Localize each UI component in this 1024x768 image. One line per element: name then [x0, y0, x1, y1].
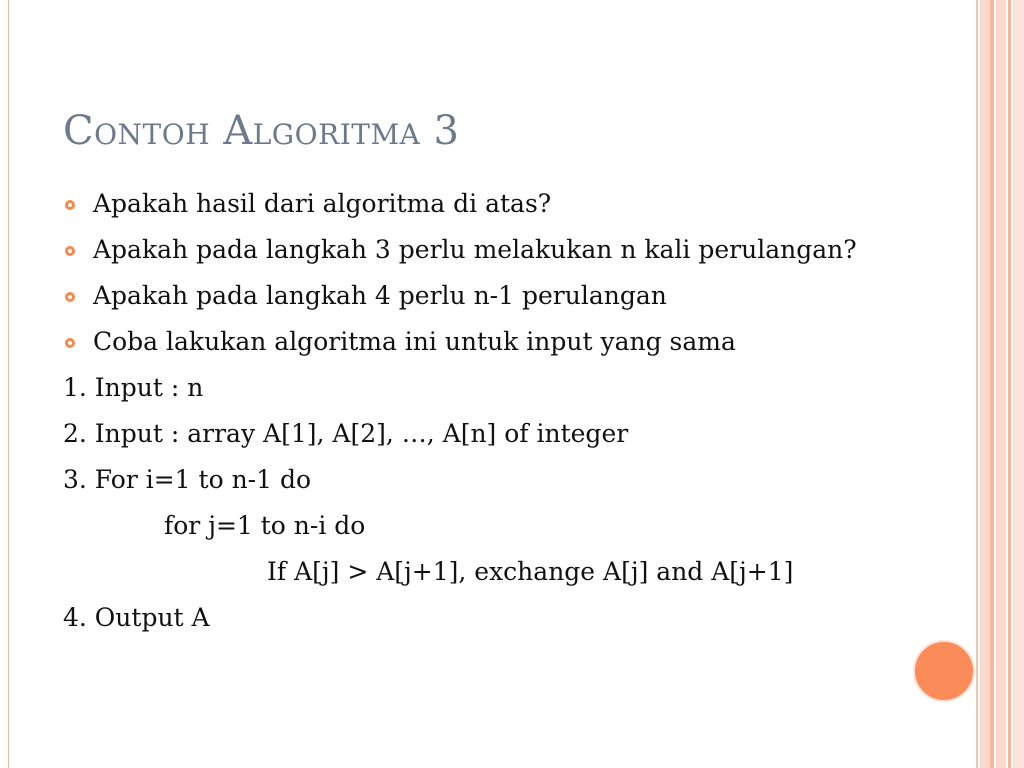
decor-stripe [1013, 0, 1024, 768]
bullet-text: Apakah pada langkah 4 perlu n-1 perulangan [93, 281, 667, 310]
decor-circle [913, 640, 975, 702]
algorithm-step-nested: for j=1 to n-i do [164, 511, 366, 540]
bullet-item [63, 186, 943, 222]
bullet-text: Apakah hasil dari algoritma di atas? [93, 189, 552, 218]
bullet-circle-icon [65, 292, 75, 302]
left-border-line [8, 0, 9, 768]
decor-stripe [1008, 0, 1011, 768]
algorithm-step-nested: If A[j] > A[j+1], exchange A[j] and A[j+1] [267, 557, 794, 586]
bullet-item [63, 232, 943, 268]
bullet-item [63, 324, 943, 360]
bullet-circle-icon [65, 246, 75, 256]
decor-stripe [996, 0, 1006, 768]
slide-title: Contoh Algoritma 3 [63, 108, 460, 154]
algorithm-step: 4. Output A [63, 603, 210, 632]
algorithm-step: 2. Input : array A[1], A[2], …, A[n] of integer [63, 419, 629, 448]
decor-stripe [990, 0, 994, 768]
decor-stripe [976, 0, 978, 768]
algorithm-step: 1. Input : n [63, 373, 204, 402]
algorithm-step: 3. For i=1 to n-1 do [63, 465, 312, 494]
bullet-text: Apakah pada langkah 3 perlu melakukan n kali perulangan? [93, 235, 857, 264]
bullet-text: Coba lakukan algoritma ini untuk input yang sama [93, 327, 736, 356]
bullet-item [63, 278, 943, 314]
slide-content [63, 186, 943, 646]
bullet-circle-icon [65, 338, 75, 348]
decor-stripe [980, 0, 990, 768]
bullet-circle-icon [65, 200, 75, 210]
